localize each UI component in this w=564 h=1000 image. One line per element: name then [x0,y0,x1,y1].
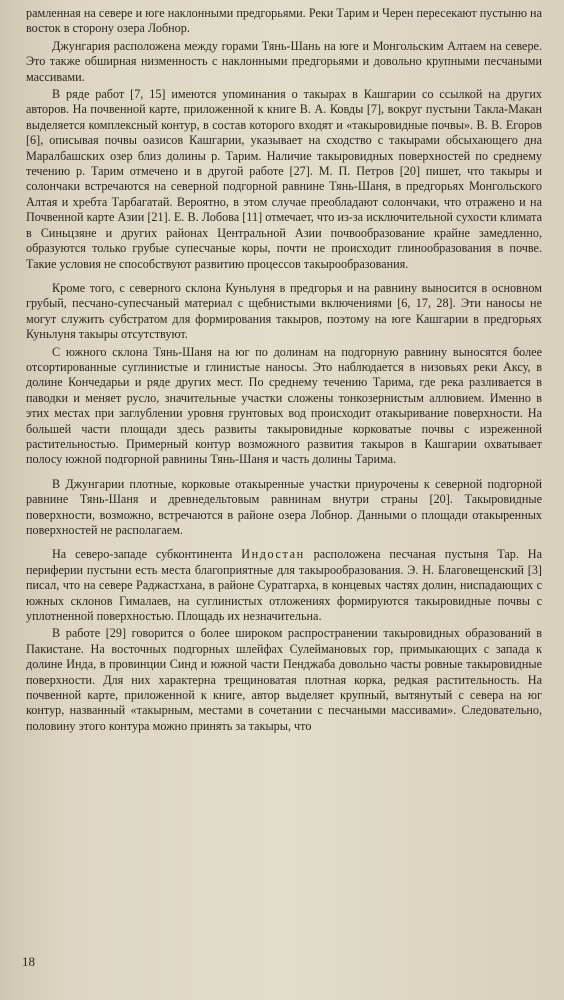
paragraph-kunlun: Кроме того, с северного склона Куньлуня в предгорья и на равнину выносится в основном грубый, песчано-супесчаный материал с щебнистыми включениями [6, 17, 28]. Эти наносы не могут служить субстратом для формирования такыров, поэтому на юге Кашгарии в предгорьях Куньлуня такыры отсутствуют. [26,280,542,342]
hindustan-spaced-word: Индостан [241,547,305,562]
paragraph-kashgaria-works: В ряде работ [7, 15] имеются упоминания о такырах в Кашгарии со ссылкой на других авторов. На почвенной карте, приложенной к книге В. А. Ковды [7], вокруг пустыни Такла-Макан выделяется комплексный контур, в состав которого входят и «такыровидные почвы». В. В. Егоров [6], описывая почвы оазисов Кашгарии, указывает на сходство с такырами обсыхающего дна Маралбашских озер близ долины р. Тарим. Наличие такыровидных поверхностей по среднему течению р. Тарим отмечено и в другой работе [27]. М. П. Петров [20] пишет, что такыры и солончаки встречаются на северной подгорной равнине Тянь-Шаня, в предгорьях Монгольского Алтая и хребта Тарбагатай. Вероятно, в этом случае преобладают солончаки, что отражено и на Почвенной карте Азии [21]. Е. В. Лобова [11] отмечает, что из-за исключительной сухости климата в Синьцзяне и других районах Центральной Азии почвообразование крайне замедленно, образуются только грубые супесчаные коры, почти не происходит глинообразования в почве. Такие условия не способствуют развитию процессов такырообразования. [26,87,542,271]
paragraph-continuation: рамленная на севере и юге наклонными предгорьями. Реки Тарим и Черен пересекают пустыню на восток в сторону озера Лобнор. [26,6,542,36]
paragraph-hindustan-end: расположена песчаная пустыня Тар. На периферии пустыни есть места благоприятные для такырообразования. Э. Н. Благовещенский [3] писал, что на севере Раджастхана, в районе Суратгарха, в концевых частях долин, ниспадающих с южных склонов Гималаев, на суглинистых отложениях формируются такыровидные почвы с уплотненной поверхностью. Площадь их незначительна. [26,547,542,624]
paragraph-dzungaria-takyrs: В Джунгарии плотные, корковые отакыренные участки приурочены к северной подгорной равнине Тянь-Шаня и древнедельтовым равнинам внутри страны [20]. Такыровидные поверхности, возможно, встречаются в районе озера Лобнор. Данными о площади отакыренных поверхностей не располагаем. [26,476,542,537]
paragraph-pakistan: В работе [29] говорится о более широком распространении такыровидных образований в Пакистане. На восточных подгорных шлейфах Сулеймановых гор, примыкающих с запада к долине Инда, в провинции Синд и южной части Пенджаба довольно часты ровные такыровидные поверхности. Для них характерна трещиноватая плотная корка, редкая растительность. На почвенной карте, приложенной к книге, автор выделяет крупный, вытянутый с севера на юг контур, названный «такырным, местами в сочетании с песчаными массивами». Следовательно, половину этого контура можно принять за такыры, что [26,626,542,733]
page-number: 18 [22,954,35,969]
paragraph-tianshan-south: С южного склона Тянь-Шаня на юг по долинам на подгорную равнину выносятся более отсортированные суглинистые и глинистые наносы. Это наблюдается в низовьях реки Аксу, в долине Кончедарьи и ряде других мест. По среднему течению Тарима, где река разливается в паводки и меняет русло, значительные участки сложены тонкозернистым аллювием. Именно в этих местах при заглублении уровня грунтовых вод происходит отакыривание поверхности. На большей части площади здесь развиты такыровидные корковатые почвы с изреженной растительностью. Примерный контур возможного развития такыров в Кашгарии охватывает полосу южной подгорной равнины Тянь-Шаня и часть долины Тарима. [26,344,542,467]
paragraph-hindustan-start: На северо-западе субконтинента [52,547,242,562]
paragraph-hindustan [26,547,542,624]
paragraph-dzungaria: Джунгария расположена между горами Тянь-Шань на юге и Монгольским Алтаем на севере. Это также обширная низменность с наклонными предгорьями и довольно крупными песчаными массивами. [26,38,542,84]
